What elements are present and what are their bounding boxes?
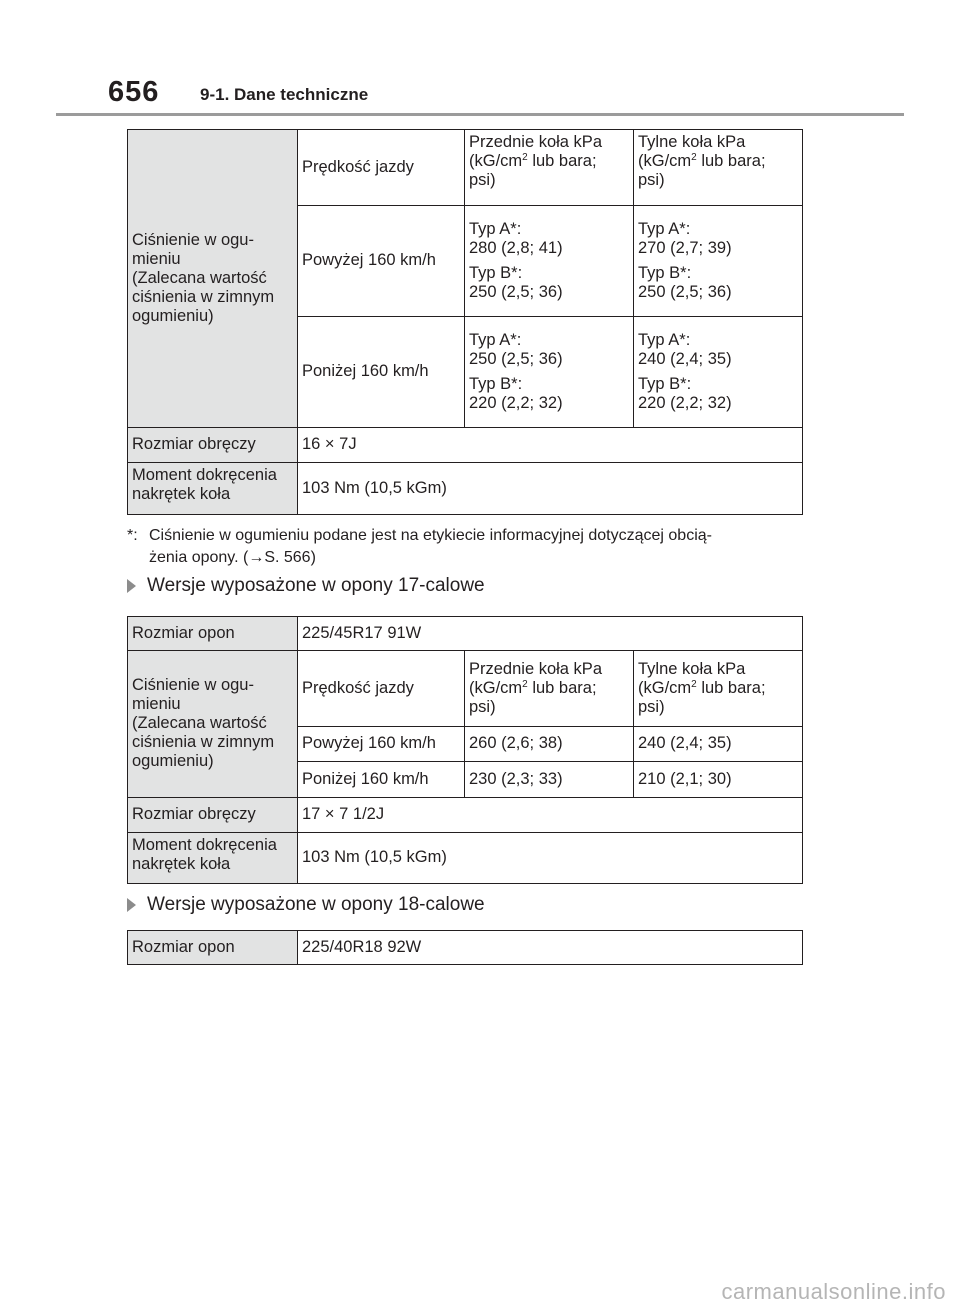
footnote-text: Ciśnienie w ogumieniu podane jest na etykiecie informacyjnej dotyczącej obcią- żenia opony. (→S. 566) [149, 527, 712, 566]
section-heading-18 [127, 894, 485, 916]
row2-front: 230 (2,3; 33) [465, 762, 634, 798]
row1-rear: 240 (2,4; 35) [634, 727, 803, 762]
col-rear: Tylne koła kPa ($kG/cm^2$ lub bara; psi) [634, 130, 803, 206]
torque-label: Moment dokręcenia nakrętek koła [128, 463, 298, 515]
row2-speed: Poniżej 160 km/h [298, 762, 465, 798]
rim-value: 17 × 7 1/2J [298, 798, 803, 833]
tire-value: 225/45R17 91W [298, 617, 803, 651]
torque-value: 103 Nm (10,5 kGm) [298, 463, 803, 515]
pressure-label: Ciśnienie w ogu- mieniu (Zalecana wartość ciśnienia w zimnym ogumieniu) [128, 651, 298, 798]
torque-label: Moment dokręcenia nakrętek koła [128, 833, 298, 884]
spec-table-17 [127, 616, 803, 884]
row2-rear: 210 (2,1; 30) [634, 762, 803, 798]
table-row [128, 833, 803, 884]
row1-speed: Powyżej 160 km/h [298, 206, 465, 317]
table-row [128, 428, 803, 463]
col-speed: Prędkość jazdy [298, 651, 465, 727]
table-row [128, 798, 803, 833]
section-heading-17 [127, 575, 485, 597]
spec-table-18 [127, 930, 803, 965]
triangle-bullet-icon [127, 898, 136, 912]
section-title: 9-1. Dane techniczne [200, 85, 369, 104]
rim-label: Rozmiar obręczy [128, 798, 298, 833]
section-heading-text: Wersje wyposażone w opony 18-calowe [147, 894, 485, 915]
row2-front: Typ A*: 250 (2,5; 36) Typ B*: 220 (2,2; 32) [465, 317, 634, 428]
col-front: Przednie koła kPa ($kG/cm^2$ lub bara; psi) [465, 130, 634, 206]
row1-front: 260 (2,6; 38) [465, 727, 634, 762]
table-row [128, 463, 803, 515]
section-heading-text: Wersje wyposażone w opony 17-calowe [147, 575, 485, 596]
spec-table-16 [127, 129, 803, 515]
table-row [128, 651, 803, 727]
watermark: carmanualsonline.info [721, 1279, 946, 1304]
torque-value: 103 Nm (10,5 kGm) [298, 833, 803, 884]
row1-speed: Powyżej 160 km/h [298, 727, 465, 762]
table-row [128, 617, 803, 651]
rim-value: 16 × 7J [298, 428, 803, 463]
table-row [128, 931, 803, 965]
row2-speed: Poniżej 160 km/h [298, 317, 465, 428]
tire-value: 225/40R18 92W [298, 931, 803, 965]
row1-front: Typ A*: 280 (2,8; 41) Typ B*: 250 (2,5; 36) [465, 206, 634, 317]
footnote [127, 525, 807, 569]
tire-label: Rozmiar opon [128, 617, 298, 651]
page-number: 656 [108, 76, 160, 108]
col-front: Przednie koła kPa ($kG/cm^2$ lub bara; psi) [465, 651, 634, 727]
footnote-mark: *: [127, 527, 138, 544]
row2-rear: Typ A*: 240 (2,4; 35) Typ B*: 220 (2,2; 32) [634, 317, 803, 428]
header-divider [56, 113, 904, 116]
row1-rear: Typ A*: 270 (2,7; 39) Typ B*: 250 (2,5; 36) [634, 206, 803, 317]
table-row [128, 130, 803, 206]
col-rear: Tylne koła kPa ($kG/cm^2$ lub bara; psi) [634, 651, 803, 727]
tire-label: Rozmiar opon [128, 931, 298, 965]
page-header [0, 0, 960, 118]
triangle-bullet-icon [127, 579, 136, 593]
col-speed: Prędkość jazdy [298, 130, 465, 206]
rim-label: Rozmiar obręczy [128, 428, 298, 463]
pressure-label: Ciśnienie w ogu- mieniu (Zalecana wartość ciśnienia w zimnym ogumieniu) [128, 130, 298, 428]
